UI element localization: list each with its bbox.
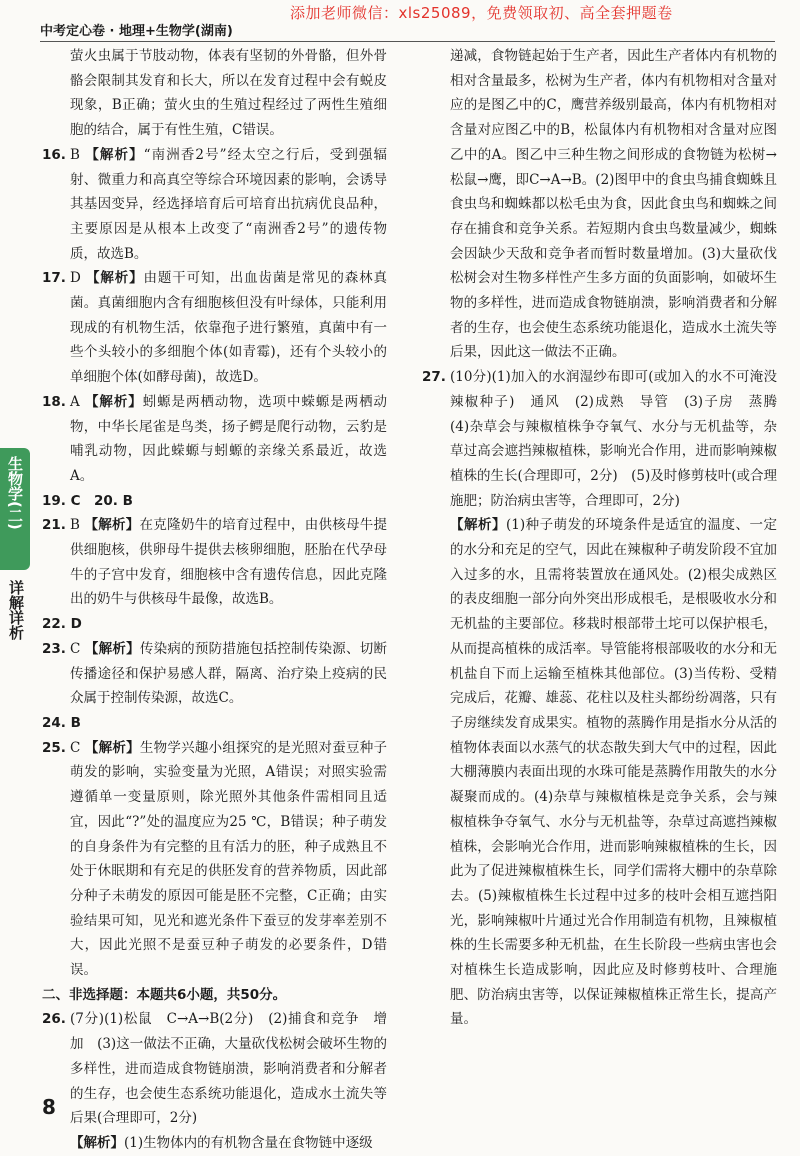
- q21-number: 21.: [42, 517, 66, 534]
- answer-25: [42, 736, 387, 983]
- answer-27: [422, 365, 791, 513]
- q15-continued: 萤火虫属于节肢动物，体表有坚韧的外骨骼，但外骨骼会限制其发育和长大，所以在发育过程中会有蜕皮现象，B正确；萤火虫的生殖过程经过了两性生殖细胞的结合，属于有性生殖，C错误。: [70, 48, 387, 139]
- left-column: [42, 44, 387, 1156]
- answer-26: [42, 1007, 387, 1131]
- q25-number: 25.: [42, 739, 66, 756]
- right-column: [422, 44, 791, 1032]
- q18-answer: A: [70, 393, 80, 410]
- q23-analysis-tag: 【解析】: [84, 640, 140, 657]
- q23-number: 23.: [42, 640, 66, 657]
- q21-answer: B: [70, 517, 80, 534]
- q17-number: 17.: [42, 270, 66, 287]
- q21-analysis: 在克隆奶牛的培育过程中，由供核母牛提供细胞核，供卵母牛提供去核卵细胞，胚胎在代孕母牛的子宫中发育，细胞核中含有遗传信息，因此克隆出的奶牛与供核母牛最像，故选B。: [70, 517, 388, 608]
- q18-analysis: 蚓螈是两栖动物，选项中蝾螈是两栖动物，中华长尾雀是鸟类，扬子鳄是爬行动物，云豹是哺乳动物，因此蝾螈与蚓螈的亲缘关系最近，故选A。: [70, 393, 388, 484]
- answer-16: [42, 143, 387, 267]
- q23-answer: C: [70, 640, 81, 657]
- q26-analysis-tag: 【解析】: [70, 1134, 124, 1151]
- page-header-title: 中考定心卷 · 地理+生物学(湖南): [40, 24, 233, 39]
- q26-analysis-continued: 递减，食物链起始于生产者，因此生产者体内有机物的相对含量最多，松树为生产者，体内有机物相对含量对应的是图乙中的C，鹰营养级别最高，体内有机物相对含量对应图乙中的B，松鼠体内有机物相对含量对应图乙中的A。图乙中三种生物之间形成的食物链为松树→松鼠→鹰，即C→A→B。(2)图甲中的食虫鸟捕食蜘蛛且食虫鸟和蜘蛛都以松毛虫为食，因此食虫鸟和蜘蛛之间存在捕食和竞争关系。若短期内食虫鸟数量减少，蜘蛛会因缺少天敌和竞争者而暂时数量增加。(3)大量砍伐松树会对生物多样性产生多方面的负面影响，如破坏生物的多样性，进而造成食物链崩溃，影响消费者和分解者的生存，也会使生态系统功能退化，造成水土流失等后果，因此这一做法不正确。: [450, 48, 777, 361]
- q27-answer: (10分)(1)加入的水润湿纱布即可(或加入的水不可淹没辣椒种子) 通风 (2)成熟 导管 (3)子房 蒸腾 (4)杂草会与辣椒植株争夺氧气、水分与无机盐等，杂草过高会遮挡辣椒植株，影响光合作用，进而影响辣椒植株的生长(合理即可，2分) (5)及时修剪枝叶(或合理施肥；防治病虫害等，合理即可，2分): [450, 369, 791, 509]
- section-side-label: 详解详析: [7, 580, 25, 640]
- q25-analysis: 生物学兴趣小组探究的是光照对蚕豆种子萌发的影响，实验变量为光照，A错误；对照实验需遵循单一变量原则，除光照外其他条件需相同且适宜，因此“?”处的温度应为25 ℃，B错误；种子萌发的自身条件为有完整的且有活力的胚，种子成熟且不处于休眠期和有充足的供胚发育的营养物质，因此部分种子未萌发的原因可能是胚不完整，C正确；由实验结果可知，见光和遮光条件下蚕豆的发芽率差别不大，因此光照不是蚕豆种子萌发的必要条件，D错误。: [70, 739, 388, 979]
- q25-analysis-tag: 【解析】: [84, 739, 140, 756]
- q25-answer: C: [70, 739, 81, 756]
- q27-analysis-tag: 【解析】: [450, 517, 506, 534]
- answer-18: [42, 390, 387, 489]
- page-number: 8: [42, 1095, 56, 1119]
- q16-number: 16.: [42, 146, 66, 163]
- answer-21: [42, 513, 387, 612]
- q26-analysis: (1)生物体内的有机物含量在食物链中逐级: [124, 1134, 373, 1151]
- subject-side-tab-label: 生物学(二): [6, 456, 24, 530]
- q16-answer: B: [70, 146, 80, 163]
- q16-analysis-tag: 【解析】: [85, 146, 144, 163]
- q18-analysis-tag: 【解析】: [84, 393, 143, 410]
- q26-number: 26.: [42, 1011, 66, 1028]
- answer-24: 24. B: [42, 714, 81, 731]
- q17-analysis-tag: 【解析】: [86, 270, 144, 287]
- header-divider: [40, 41, 775, 42]
- q17-answer: D: [70, 270, 81, 287]
- answer-22: 22. D: [42, 616, 82, 633]
- q21-analysis-tag: 【解析】: [84, 517, 140, 534]
- q27-analysis-block: [422, 513, 777, 1032]
- q26-answer: (7分)(1)松鼠 C→A→B(2分) (2)捕食和竞争 增加 (3)这一做法不正确，大量砍伐松树会破坏生物的多样性，进而造成食物链崩溃，影响消费者和分解者的生存，也会使生态系统功能退化，造成水土流失等后果(合理即可，2分): [70, 1011, 387, 1127]
- answer-23: [42, 637, 387, 711]
- q27-analysis: (1)种子萌发的环境条件是适宜的温度、一定的水分和充足的空气，因此在辣椒种子萌发阶段不宜加入过多的水，且需将装置放在通风处。(2)根尖成熟区的表皮细胞一部分向外突出形成根毛，是根吸收水分和无机盐的主要部位。移栽时根部带土坨可以保护根毛，从而提高植株的成活率。导管能将根部吸收的水分和无机盐自下而上运输至植株其他部位。(3)当传粉、受精完成后，花瓣、雄蕊、花柱以及柱头都纷纷凋落，只有子房继续发育成果实。植物的蒸腾作用是指水分从活的植物体表面以水蒸气的状态散失到大气中的过程，因此大棚薄膜内表面出现的水珠可能是蒸腾作用散失的水分凝聚而成的。(4)杂草与辣椒植株是竞争关系，会与辣椒植株争夺氧气、水分与无机盐等，杂草过高遮挡辣椒植株，会影响光合作用，进而影响辣椒植株的生长，因此为了促进辣椒植株生长，同学们需将大棚中的杂草除去。(5)辣椒植株生长过程中过多的枝叶会相互遮挡阳光，影响辣椒叶片通过光合作用制造有机物，且辣椒植株的生长需要多种无机盐，在生长阶段一些病虫害也会对植株生长造成影响，因此应及时修剪枝叶、合理施肥、防治病虫害等，以保证辣椒植株正常生长，提高产量。: [450, 517, 778, 1028]
- q27-number: 27.: [422, 369, 446, 386]
- watermark-text: 添加老师微信：xls25089，免费领取初、高全套押题卷: [290, 4, 673, 22]
- answer-19-20: 19. C 20. B: [42, 492, 133, 509]
- q26-analysis-start: [42, 1131, 387, 1156]
- q17-analysis: 由题干可知，出血齿菌是常见的森林真菌。真菌细胞内含有细胞核但没有叶绿体，只能利用现成的有机物生活，依靠孢子进行繁殖，真菌中有一些个头较小的多细胞个体(如青霉)，还有个头较小的单细胞个体(如酵母菌)，故选D。: [70, 270, 387, 386]
- q23-analysis: 传染病的预防措施包括控制传染源、切断传播途径和保护易感人群，隔离、治疗染上疫病的民众属于控制传染源，故选C。: [70, 640, 388, 707]
- answer-17: [42, 266, 387, 390]
- section-heading-non-choice: 二、非选择题：本题共6小题，共50分。: [42, 986, 287, 1003]
- q16-analysis: “南洲香2号”经太空之行后，受到强辐射、微重力和高真空等综合环境因素的影响，会诱导其基因变异，经选择培育后可培育出抗病优良品种，主要原因是从根本上改变了“南洲香2号”的遗传物质，故选B。: [70, 146, 387, 262]
- q18-number: 18.: [42, 393, 66, 410]
